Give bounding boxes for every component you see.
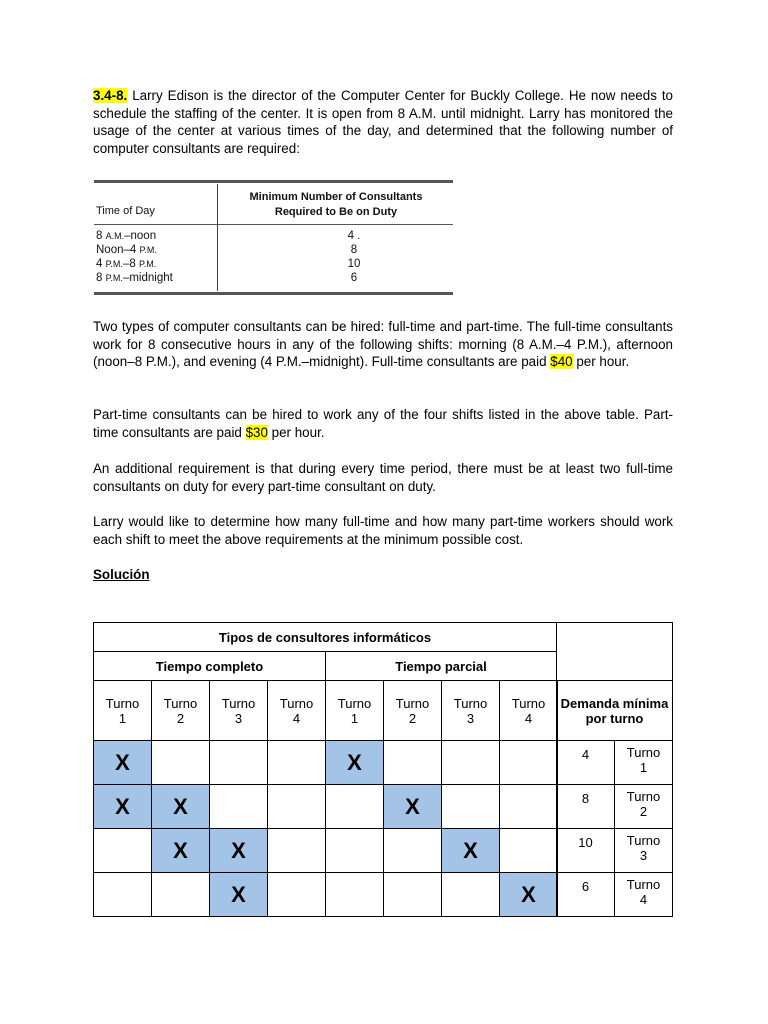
empty-cell <box>441 740 500 785</box>
full-time-shift-header: Turno 4 <box>267 680 326 741</box>
empty-cell <box>267 740 326 785</box>
assignment-mark: X <box>93 784 152 829</box>
demand-value-cell: 10 <box>556 828 615 873</box>
empty-cell <box>151 740 210 785</box>
empty-cell <box>383 872 442 917</box>
ratio-requirement-paragraph: An additional requirement is that during every time period, there must be at least two full-time consultants on duty for every part-time consultant on duty. <box>93 461 673 494</box>
demand-shift-cell: Turno 4 <box>614 872 673 917</box>
problem-intro-text: Larry Edison is the director of the Computer Center for Buckly College. He now needs to schedule the staffing of the center. It is open from 8 A.M. until midnight. Larry has monitored the usage of the center at various times of the day, and determined that the following number of computer consultants are required: <box>93 88 673 156</box>
assignment-mark: X <box>441 828 500 873</box>
full-time-paragraph: Two types of computer consultants can be hired: full-time and part-time. The full-time consultants work for 8 consecutive hours in any of the following shifts: morning (8 A.M.–4 P.M.), afternoon (noon–8 P.M.), and evening (4 P.M.–midnight). Full-time consultants are paid $40 per hour. <box>93 319 673 369</box>
empty-cell <box>499 740 558 785</box>
part-time-header: Tiempo parcial <box>325 651 557 681</box>
assignment-mark: X <box>93 740 152 785</box>
demand-shift-cell: Turno 2 <box>614 784 673 829</box>
empty-cell <box>93 872 152 917</box>
assignment-mark: X <box>383 784 442 829</box>
part-time-shift-header: Turno 3 <box>441 680 500 741</box>
full-time-price: $40 <box>550 354 573 369</box>
empty-cell <box>209 740 268 785</box>
empty-cell <box>267 872 326 917</box>
part-time-price: $30 <box>245 424 268 440</box>
empty-cell <box>383 740 442 785</box>
empty-cell <box>499 784 558 829</box>
assignment-mark: X <box>325 740 384 785</box>
empty-cell <box>441 872 500 917</box>
consultant-requirements-table <box>94 180 453 295</box>
assignment-mark: X <box>499 872 558 917</box>
empty-cell <box>209 784 268 829</box>
problem-intro <box>93 87 673 157</box>
min-consultants-cell: 6 <box>350 272 358 284</box>
min-consultants-header: Minimum Number of Consultants Required to Be on Duty <box>249 191 423 218</box>
demand-header: Demanda mínima por turno <box>556 680 673 741</box>
empty-cell <box>383 828 442 873</box>
full-time-shift-header: Turno 1 <box>93 680 152 741</box>
part-time-shift-header: Turno 2 <box>383 680 442 741</box>
assignment-mark: X <box>209 872 268 917</box>
empty-cell <box>325 872 384 917</box>
objective-paragraph: Larry would like to determine how many full-time and how many part-time workers should work each shift to meet the above requirements at the minimum possible cost. <box>93 514 673 547</box>
part-time-shift-header: Turno 4 <box>499 680 558 741</box>
demand-value-cell: 6 <box>556 872 615 917</box>
empty-cell <box>151 872 210 917</box>
empty-cell <box>267 828 326 873</box>
time-of-day-header: Time of Day <box>96 205 155 217</box>
demand-shift-cell: Turno 3 <box>614 828 673 873</box>
full-time-header: Tiempo completo <box>93 651 326 681</box>
solution-heading: Solución <box>93 567 150 582</box>
demand-value-cell: 4 <box>556 740 615 785</box>
min-consultants-cell: 10 <box>347 258 361 270</box>
full-time-shift-header: Turno 3 <box>209 680 268 741</box>
assignment-mark: X <box>209 828 268 873</box>
problem-number: 3.4-8. <box>93 88 128 103</box>
empty-cell <box>93 828 152 873</box>
assignment-mark: X <box>151 828 210 873</box>
part-time-shift-header: Turno 1 <box>325 680 384 741</box>
empty-cell <box>325 828 384 873</box>
time-of-day-cell: 4 P.M.–8 P.M. <box>96 258 157 270</box>
demand-corner-cell <box>556 622 673 681</box>
time-of-day-cell: 8 P.M.–midnight <box>96 272 173 284</box>
solution-table <box>93 622 673 917</box>
min-consultants-cell: 8 <box>350 244 358 256</box>
empty-cell <box>441 784 500 829</box>
time-of-day-cell: Noon–4 P.M. <box>96 244 157 256</box>
demand-value-cell: 8 <box>556 784 615 829</box>
empty-cell <box>499 828 558 873</box>
full-time-shift-header: Turno 2 <box>151 680 210 741</box>
empty-cell <box>325 784 384 829</box>
part-time-paragraph: Part-time consultants can be hired to work any of the four shifts listed in the above table. Part-time consultants are paid $30 per hour. <box>93 407 673 440</box>
demand-shift-cell: Turno 1 <box>614 740 673 785</box>
empty-cell <box>267 784 326 829</box>
time-of-day-cell: 8 A.M.–noon <box>96 230 157 242</box>
consultant-types-header: Tipos de consultores informáticos <box>93 622 557 652</box>
assignment-mark: X <box>151 784 210 829</box>
min-consultants-cell: 4 . <box>347 230 361 242</box>
